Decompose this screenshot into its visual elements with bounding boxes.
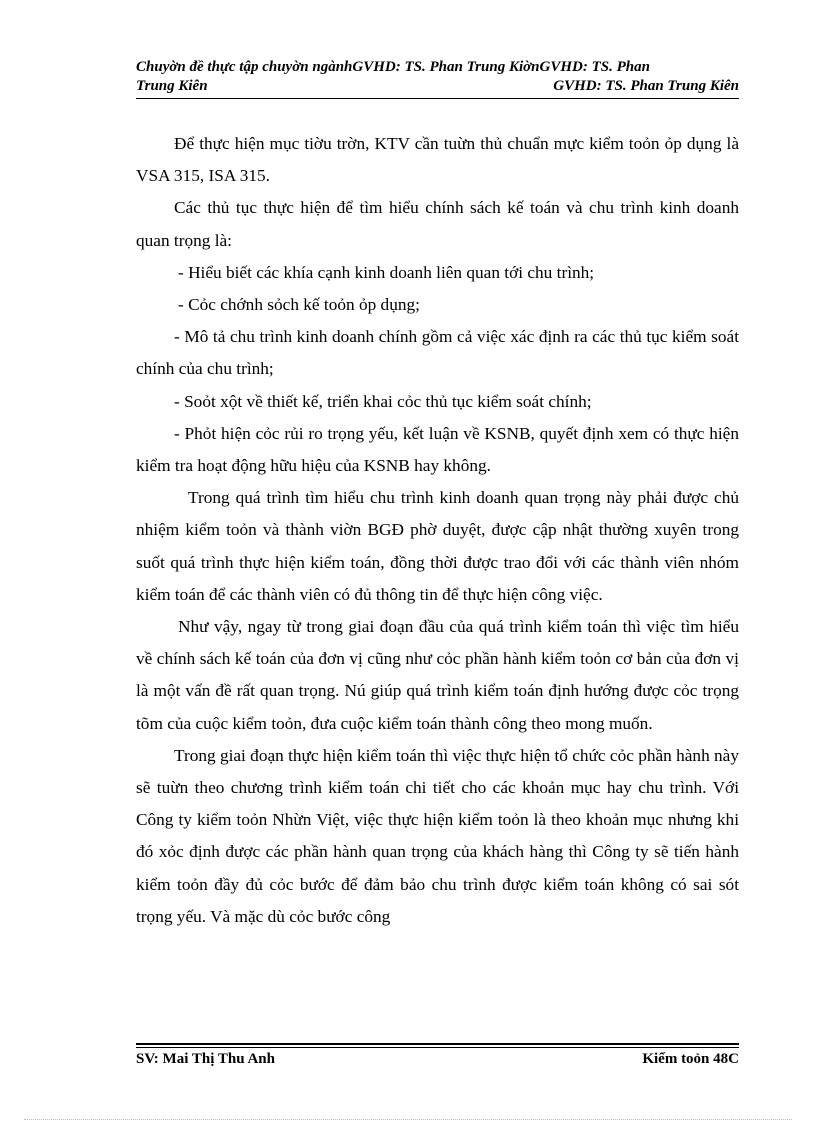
bullet-item-5: - Phỏt hiện cỏc rủi ro trọng yếu, kết luận về KSNB, quyết định xem có thực hiện kiểm tra hoạt động hữu hiệu của KSNB hay không. (136, 423, 739, 476)
header-line-2-left: Trung Kiên (136, 78, 208, 94)
footer-class: Kiểm toỏn 48C (642, 1051, 739, 1067)
paragraph-3: Trong quá trình tìm hiểu chu trình kinh doanh quan trọng này phải được chủ nhiệm kiểm toỏn và thành viờn BGĐ phờ duyệt, được cập nhật thường xuyên trong suốt quá trình thực hiện kiểm toán, đồng thời được trao đổi với các thành viên nhóm kiểm toán để các thành viên có đủ thông tin để thực hiện công việc. (136, 488, 739, 604)
paragraph-1: Để thực hiện mục tiờu trờn, KTV cần tuừn thủ chuẩn mực kiểm toỏn ỏp dụng là VSA 315, ISA 315. (136, 134, 739, 186)
header-line-2 (136, 77, 739, 96)
paragraph-4: Như vậy, ngay từ trong giai đoạn đầu của quá trình kiểm toán thì việc tìm hiểu về chính sách kế toán của đơn vị cũng như cỏc phần hành kiểm toỏn cơ bản của đơn vị là một vấn đề rất quan trọng. Nú giúp quá trình kiểm toán định hướng được cỏc trọng tõm của cuộc kiểm toỏn, đưa cuộc kiểm toán thành công theo mong muốn. (136, 617, 739, 733)
footer-divider-thick (136, 1043, 739, 1045)
bullet-item-3: - Mô tả chu trình kinh doanh chính gồm cả việc xác định ra các thủ tục kiểm soát chính của chu trình; (136, 327, 739, 379)
paragraph-5: Trong giai đoạn thực hiện kiểm toán thì việc thực hiện tổ chức cỏc phần hành này sẽ tuừn theo chương trình kiểm toán chi tiết cho các khoản mục hay chu trình. Với Công ty kiểm toỏn Nhừn Việt, việc thực hiện kiểm toỏn là theo khoản mục nhưng khi đó xỏc định được các phần hành quan trọng của khách hàng thì Công ty sẽ tiến hành kiểm toỏn đầy đủ cỏc bước để đảm bảo chu trình được kiểm toán không có sai sót trọng yếu. Và mặc dù cỏc bước công (136, 745, 739, 926)
document-body (136, 128, 739, 933)
paragraph-2: Các thủ tục thực hiện để tìm hiểu chính sách kế toán và chu trình kinh doanh quan trọng là: (136, 198, 739, 250)
page-header (136, 58, 739, 96)
header-divider (136, 98, 739, 99)
header-line-2-right: GVHD: TS. Phan Trung Kiên (553, 78, 739, 94)
header-line-1: Chuyờn đề thực tập chuyờn ngànhGVHD: TS. Phan Trung KiờnGVHD: TS. Phan (136, 59, 650, 75)
bullet-item-2: - Cỏc chớnh sỏch kế toỏn ỏp dụng; (178, 295, 420, 315)
bullet-item-4: - Soỏt xột về thiết kế, triển khai cỏc thủ tục kiểm soát chính; (174, 391, 592, 411)
page-footer (136, 1050, 739, 1068)
footer-divider-thin (136, 1047, 739, 1048)
bullet-item-1: - Hiểu biết các khía cạnh kinh doanh liên quan tới chu trình; (178, 262, 595, 282)
page-edge-line (24, 1119, 792, 1120)
footer-student-name: SV: Mai Thị Thu Anh (136, 1051, 275, 1067)
